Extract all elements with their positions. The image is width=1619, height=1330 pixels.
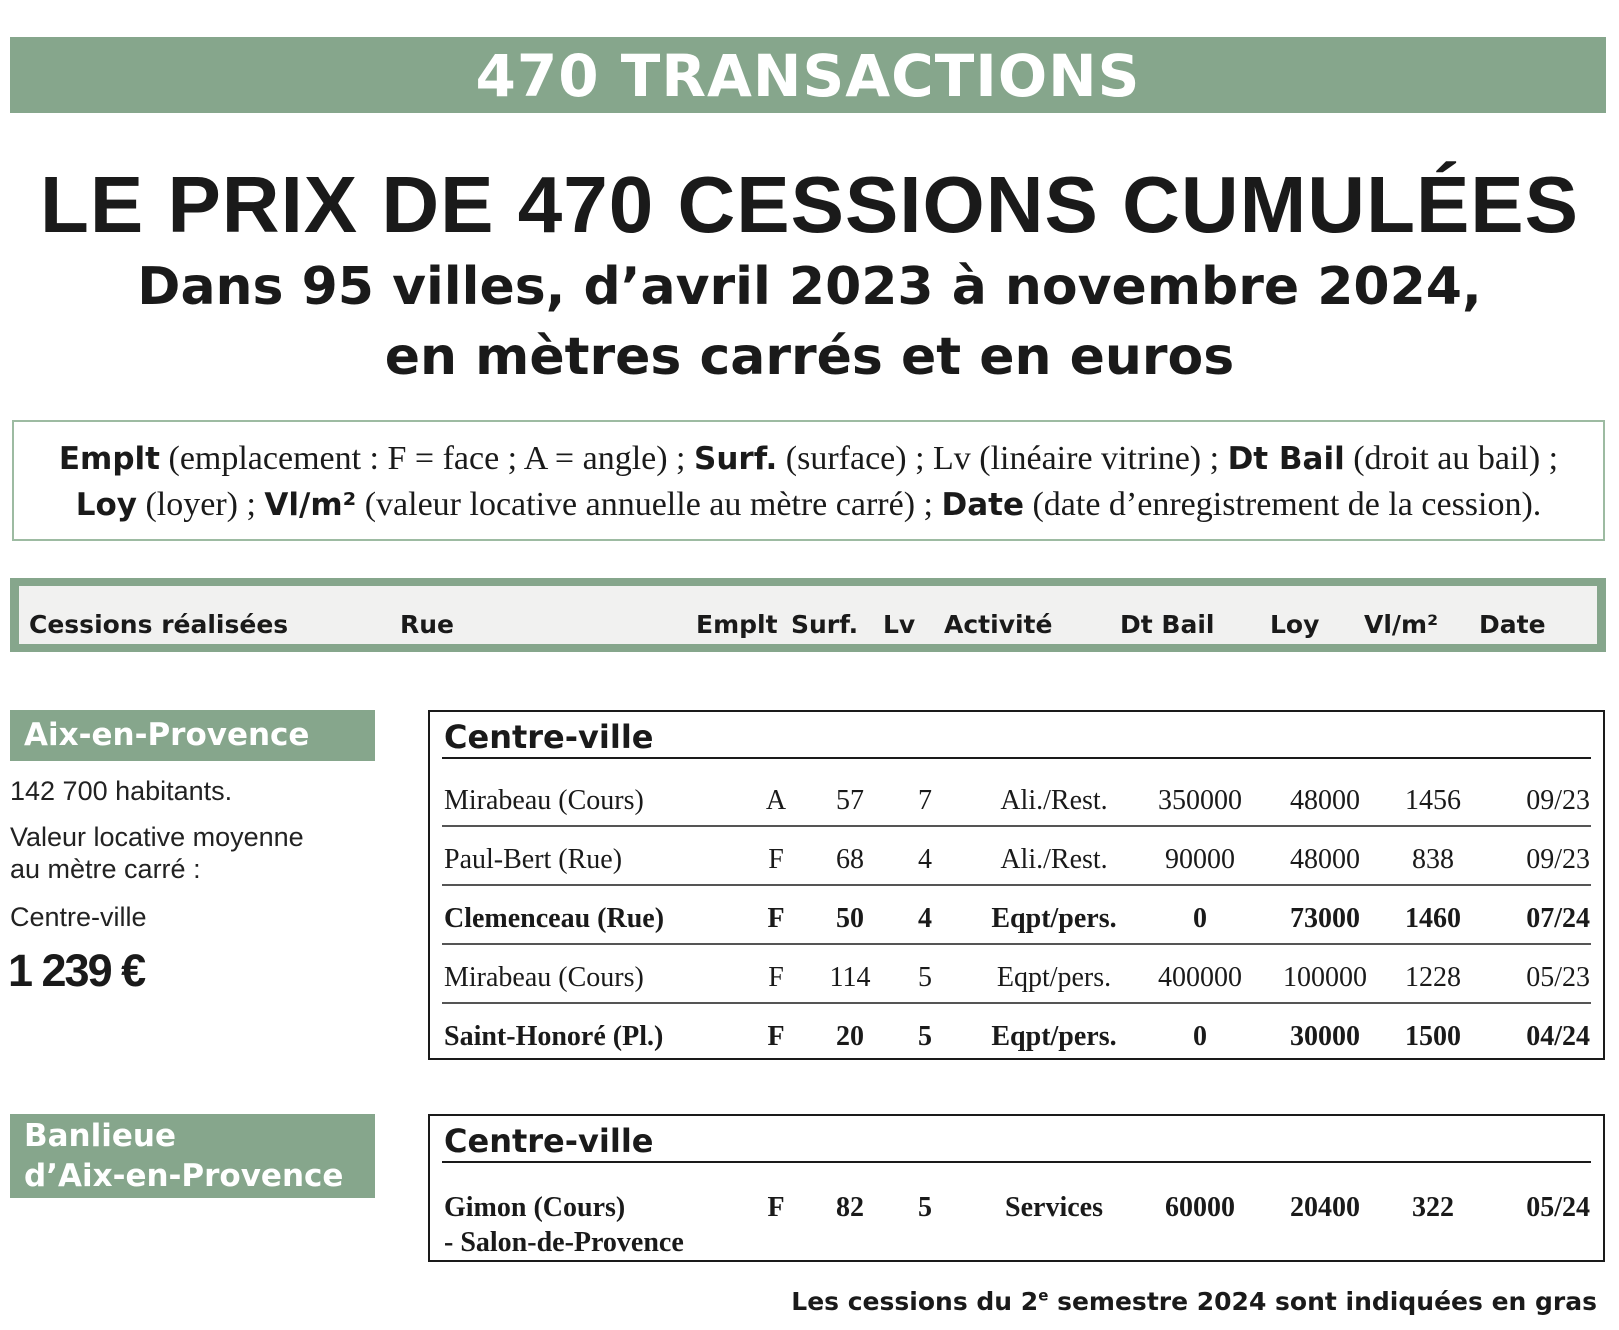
subtitle-line-1: Dans 95 villes, d’avril 2023 à novembre 2024, — [137, 257, 1482, 317]
cell-rue: Mirabeau (Cours) — [444, 785, 644, 816]
vl-label — [10, 821, 304, 885]
cell-lv: 5 — [918, 1021, 932, 1052]
cell-loy: 30000 — [1290, 1021, 1360, 1052]
cell-lv: 4 — [918, 903, 932, 934]
cell-rue: Gimon (Cours) — [444, 1192, 626, 1223]
cell-loy: 48000 — [1290, 785, 1360, 816]
legend-line-1 — [14, 436, 1603, 482]
table-row — [430, 1004, 1603, 1063]
legend-key-date: Date — [941, 487, 1024, 523]
section-banner: 470 TRANSACTIONS — [10, 37, 1606, 113]
vl-label-line-2: au mètre carré : — [10, 854, 201, 884]
legend-desc-vlm2: (valeur locative annuelle au mètre carré) ; — [356, 486, 942, 523]
legend-key-surf: Surf. — [694, 441, 778, 477]
legend-desc-date: (date d’enregistrement de la cession). — [1023, 486, 1542, 523]
cell-activite: Services — [1005, 1192, 1103, 1223]
col-rue: Rue — [400, 610, 455, 639]
col-dtbail: Dt Bail — [1120, 610, 1215, 639]
cell-surf: 82 — [836, 1192, 864, 1223]
transactions-table-aix — [428, 710, 1605, 1060]
cell-activite: Ali./Rest. — [1000, 785, 1108, 816]
cell-surf: 57 — [836, 785, 864, 816]
col-date: Date — [1479, 610, 1546, 639]
legend-desc-dtbail: (droit au bail) ; — [1344, 440, 1559, 477]
cell-loy: 20400 — [1290, 1192, 1360, 1223]
col-loy: Loy — [1270, 610, 1320, 639]
cell-emplt: F — [767, 1021, 785, 1052]
col-vlm2: Vl/m² — [1364, 610, 1439, 639]
table-row — [430, 886, 1603, 945]
legend-key-dtbail: Dt Bail — [1227, 441, 1345, 477]
legend-desc-surf: (surface) ; Lv (linéaire vitrine) ; — [777, 440, 1228, 477]
cell-rue: Paul-Bert (Rue) — [444, 844, 623, 875]
cell-date: 09/23 — [1526, 785, 1590, 816]
cell-activite: Eqpt/pers. — [991, 1021, 1117, 1052]
city2-name-line-1: Banlieue — [24, 1118, 176, 1154]
vl-label-line-1: Valeur locative moyenne — [10, 822, 304, 852]
vl-zone-label: Centre-ville — [10, 902, 147, 932]
cell-lv: 7 — [918, 785, 932, 816]
col-activite: Activité — [944, 610, 1053, 639]
legend-key-loy: Loy — [75, 487, 137, 523]
legend-line-2 — [14, 482, 1603, 528]
legend-key-vlm2: Vl/m² — [264, 487, 357, 523]
vl-average-value: 1 239 € — [8, 945, 145, 996]
cell-lv: 5 — [918, 1192, 932, 1223]
city-name-aix: Aix-en-Provence — [10, 710, 375, 761]
zone-title: Centre-ville — [444, 1122, 654, 1160]
legend-key-emplt: Emplt — [58, 441, 160, 477]
cell-loy: 48000 — [1290, 844, 1360, 875]
cell-activite: Eqpt/pers. — [991, 903, 1117, 934]
cell-dtbail: 90000 — [1165, 844, 1235, 875]
footnote-pre: Les cessions du 2 — [791, 1287, 1039, 1316]
cell-activite: Ali./Rest. — [1000, 844, 1108, 875]
footnote-post: semestre 2024 sont indiquées en gras — [1048, 1287, 1597, 1316]
cell-rue: Mirabeau (Cours) — [444, 962, 644, 993]
table-row — [430, 827, 1603, 886]
page-title: LE PRIX DE 470 CESSIONS CUMULÉES — [39, 160, 1580, 249]
footnote-sup: e — [1038, 1286, 1049, 1305]
cell-dtbail: 350000 — [1158, 785, 1242, 816]
table-row — [430, 1172, 1603, 1258]
abbreviations-legend — [12, 420, 1605, 541]
cell-emplt: A — [765, 785, 787, 816]
subtitle-line-2: en mètres carrés et en euros — [384, 327, 1235, 387]
footnote — [791, 1287, 1597, 1316]
col-cessions: Cessions réalisées — [29, 610, 289, 639]
cell-surf: 68 — [836, 844, 864, 875]
cell-surf: 50 — [836, 903, 864, 934]
city2-name-line-2: d’Aix-en-Provence — [24, 1158, 344, 1194]
cell-dtbail: 0 — [1193, 1021, 1207, 1052]
cell-date: 04/24 — [1526, 1021, 1590, 1052]
city-population: 142 700 habitants. — [10, 776, 233, 806]
transactions-table-banlieue — [428, 1114, 1605, 1262]
cell-lv: 4 — [918, 844, 932, 875]
table-header — [10, 578, 1606, 652]
cell-emplt: F — [768, 844, 784, 875]
cell-dtbail: 0 — [1193, 903, 1207, 934]
cell-date: 09/23 — [1526, 844, 1590, 875]
cell-vlm2: 1460 — [1405, 903, 1461, 934]
page-subtitle — [0, 252, 1619, 392]
cell-emplt: F — [767, 1192, 785, 1223]
cell-date: 05/24 — [1526, 1192, 1590, 1223]
cell-loy: 100000 — [1283, 962, 1367, 993]
cell-vlm2: 1500 — [1405, 1021, 1461, 1052]
cell-rue: Saint-Honoré (Pl.) — [444, 1021, 664, 1052]
cell-emplt: F — [768, 962, 784, 993]
table-row — [430, 768, 1603, 827]
cell-lv: 5 — [918, 962, 932, 993]
col-lv: Lv — [883, 610, 916, 639]
cell-date: 05/23 — [1526, 962, 1590, 993]
cell-rue: Clemenceau (Rue) — [444, 903, 665, 934]
cell-rue-suffix: - Salon-de-Provence — [444, 1227, 684, 1258]
table-row — [430, 945, 1603, 1004]
city-name-banlieue-aix — [10, 1114, 375, 1198]
col-surf: Surf. — [791, 610, 859, 639]
legend-desc-emplt: (emplacement : F = face ; A = angle) ; — [160, 440, 695, 477]
cell-dtbail: 400000 — [1158, 962, 1242, 993]
cell-vlm2: 838 — [1412, 844, 1454, 875]
cell-loy: 73000 — [1290, 903, 1360, 934]
cell-dtbail: 60000 — [1165, 1192, 1235, 1223]
cell-surf: 114 — [829, 962, 871, 993]
cell-vlm2: 1456 — [1405, 785, 1461, 816]
cell-surf: 20 — [836, 1021, 864, 1052]
zone-divider — [442, 1161, 1591, 1163]
cell-vlm2: 322 — [1412, 1192, 1454, 1223]
col-emplt: Emplt — [696, 610, 778, 639]
cell-date: 07/24 — [1526, 903, 1590, 934]
legend-desc-loy: (loyer) ; — [136, 486, 265, 523]
zone-divider — [442, 757, 1591, 759]
cell-emplt: F — [767, 903, 785, 934]
cell-vlm2: 1228 — [1405, 962, 1461, 993]
table-header-inner — [19, 586, 1597, 644]
cell-activite: Eqpt/pers. — [996, 962, 1112, 993]
zone-title: Centre-ville — [444, 718, 654, 756]
